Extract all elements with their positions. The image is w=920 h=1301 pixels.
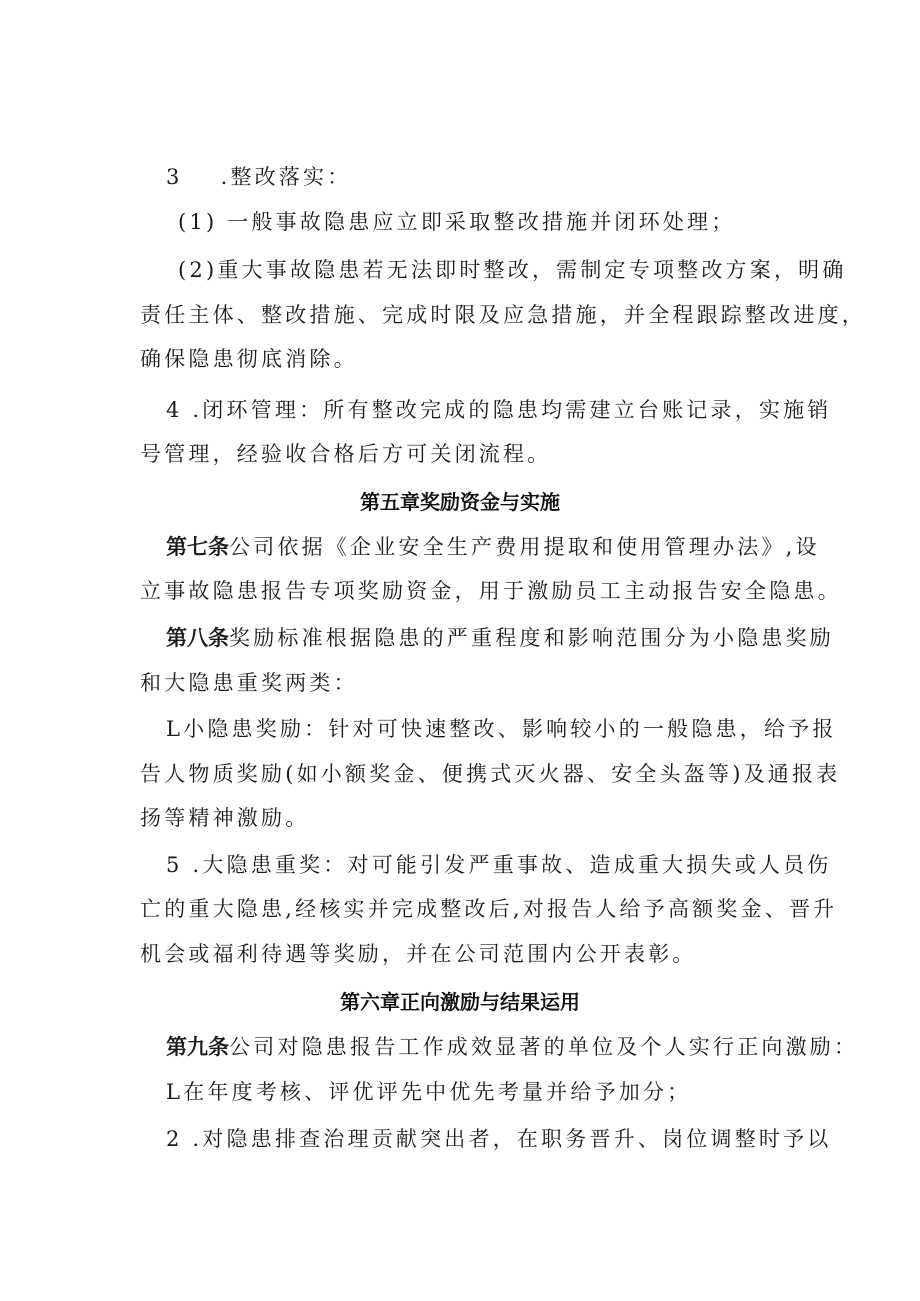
article8-line1 — [166, 624, 834, 652]
item3-2-line3: 确保隐患彻底消除。 — [140, 347, 358, 371]
article9-item1: L在年度考核、评优评先中优先考量并给予加分； — [166, 1080, 692, 1104]
article7-line2: 立事故隐患报告专项奖励资金，用于激励员工主动报告安全隐患。 — [140, 579, 842, 603]
article9-item2: 2 .对隐患排查治理贡献突出者，在职务晋升、岗位调整时予以 — [166, 1127, 832, 1151]
item3-1-line: (1) 一般事故隐患应立即采取整改措施并闭环处理； — [178, 210, 736, 234]
chapter5-title: 第五章奖励资金与实施 — [360, 490, 560, 514]
reward-big-line2: 亡的重大隐患,经核实并完成整改后,对报告人给予高额奖金、晋升 — [140, 897, 838, 921]
article7-line1 — [166, 533, 820, 561]
chapter6-title: 第六章正向激励与结果运用 — [340, 990, 580, 1014]
article8-label: 第八条 — [166, 626, 229, 650]
reward-small-line2: 告人物质奖励(如小额奖金、便携式灭火器、安全头盔等)及通报表 — [140, 762, 841, 786]
reward-big-line1: 5 .大隐患重奖：对可能引发严重事故、造成重大损失或人员伤 — [166, 853, 832, 877]
article9-label: 第九条 — [166, 1035, 229, 1059]
item3-2-line2: 责任主体、整改措施、完成时限及应急措施，并全程跟踪整改进度， — [140, 303, 866, 327]
article8-text1: 奖励标准根据隐患的严重程度和影响范围分为小隐患奖励 — [229, 626, 834, 650]
reward-big-line3: 机会或福利待遇等奖励，并在公司范围内公开表彰。 — [140, 942, 697, 966]
item3-text: .整改落实： — [220, 165, 352, 189]
reward-small-line3: 扬等精神激励。 — [140, 806, 310, 830]
item3-2-line1: (2)重大事故隐患若无法即时整改，需制定专项整改方案，明确 — [178, 258, 847, 282]
item4-line2: 号管理，经验收合格后方可关闭流程。 — [140, 442, 552, 466]
reward-small-line1: L小隐患奖励：针对可快速整改、影响较小的一般隐患，给予报 — [166, 717, 837, 741]
article9-text1: 公司对隐患报告工作成效显著的单位及个人实行正向激励： — [229, 1035, 859, 1059]
article8-line2: 和大隐患重奖两类： — [140, 671, 358, 695]
item4-line1: 4 .闭环管理：所有整改完成的隐患均需建立台账记录，实施销 — [166, 398, 832, 422]
article9-line1 — [166, 1033, 858, 1061]
item3-line — [166, 163, 351, 191]
article7-label: 第七条 — [166, 535, 229, 559]
item3-number: 3 — [166, 165, 183, 189]
article7-text1: 公司依据《企业安全生产费用提取和使用管理办法》,设 — [229, 535, 820, 559]
